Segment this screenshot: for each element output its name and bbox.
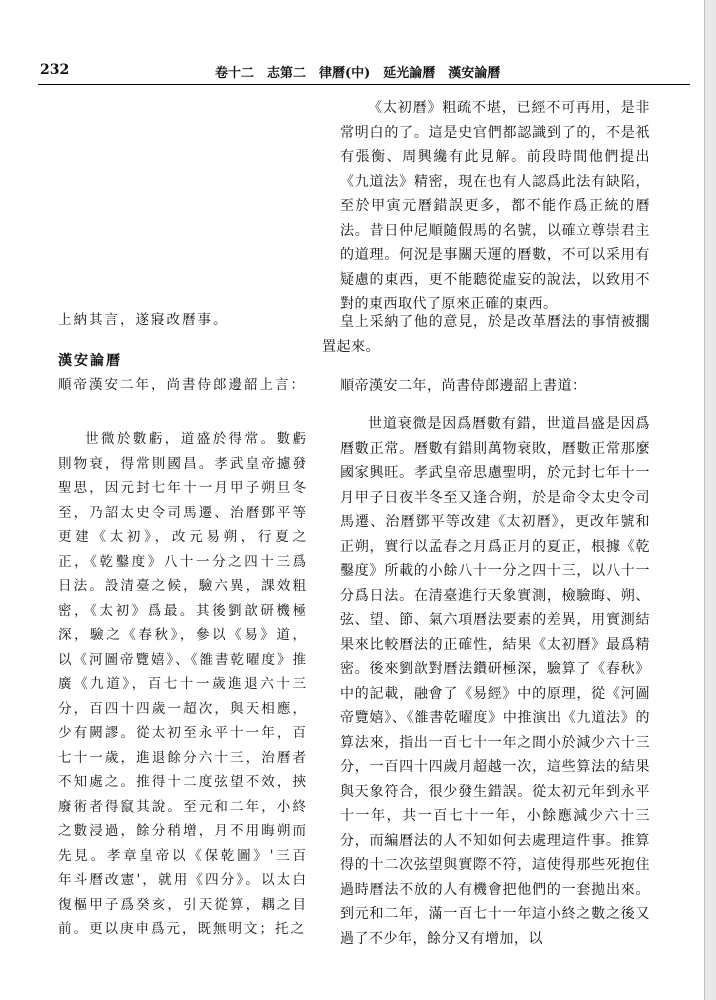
section-title: 漢安論曆 [58, 353, 122, 369]
left-paragraph-1: 上納其言，遂寢改曆事。 [58, 312, 229, 328]
left-paragraph-2: 順帝漢安二年，尚書侍郎邊韶上言： [58, 377, 306, 393]
header-rule [38, 84, 690, 85]
running-head: 卷十二 志第二 律曆(中) 延光論曆 漢安論曆 [215, 66, 501, 81]
scan-edge [704, 0, 716, 1000]
page-header [0, 0, 716, 81]
right-paragraph-2: 皇上采納了他的意見，於是改革曆法的事情被擱置起來。 [322, 314, 650, 355]
right-paragraph-3: 順帝漢安二年，尚書侍郎邊韶上書道： [340, 378, 587, 394]
right-paragraph-4: 世道衰微是因爲曆數有錯，世道昌盛是因爲曆數正常。曆數有錯則萬物衰敗，曆數正常那麼國家興旺。孝武皇帝思慮聖明，於元封七年十一月甲子日夜半冬至又逢合朔，於是命令太史令司馬遷、治曆鄧平等改建《太初曆》，更改年號和正朔，實行以孟春之月爲正月的夏正，根據《乾鑿度》所載的小餘八十一分之四十三，以八十一分爲日法。在清臺進行天象實測，檢驗晦、朔、弦、望、節、氣六項曆法要素的差異，用實測結果來比較曆法的正確性，結果《太初曆》最爲精密。後來劉歆對曆法鑽研極深，驗算了《春秋》中的記載，融會了《易經》中的原理，從《河圖帝覽嬉》、《雒書乾曜度》中推演出《九道法》的算法來，指出一百七十一年之間小於減少六十三分，一百四十四歲月超越一次，這些算法的結果與天象符合，很少發生錯誤。從太初元年到永平十一年，共一百七十一年，小餘應減少六十三分，而編曆法的人不知如何去處理這件事。推算得的十二次弦望與實際不符，這使得那些死抱住過時曆法不放的人有機會把他們的一套拋出來。到元和二年，滿一百七十一年這小終之數之後又過了不少年，餘分又有增加，以 [340, 416, 650, 947]
right-paragraph-1: 《太初曆》粗疏不堪，已經不可再用，是非常明白的了。這是史官們都認識到了的，不是衹有張衡、周興纔有此見解。前段時間他們提出《九道法》精密，現在也有人認爲此法有缺陷，至於甲寅元曆錯誤更多，都不能作爲正統的曆法。昔日仲尼順隨假馬的名號，以確立尊崇君主的道理。何況是事關天運的曆數，不可以采用有疑慮的東西，更不能聽從虛妄的說法，以致用不對的東西取代了原來正確的東西。 [340, 100, 650, 312]
left-paragraph-3: 世微於數虧，道盛於得常。數虧則物衰，得常則國昌。孝武皇帝攄發聖思，因元封七年十一月甲子朔旦冬至，乃詔太史令司馬遷、治曆鄧平等更建《太初》，改元易朔，行夏之正，《乾鑿度》八十一分之四十三爲日法。設清臺之候，驗六異，課效粗密，《太初》爲最。其後劉歆研機極深，驗之《春秋》，參以《易》道，以《河圖帝覽嬉》、《雒書乾曜度》推廣《九道》，百七十一歲進退六十三分，百四十四歲一超次，與天相應，少有闕謬。從太初至永平十一年，百七十一歲，進退餘分六十三，治曆者不知處之。推得十二度弦望不效，挾廢術者得竄其說。至元和二年，小終之數浸過，餘分稍增，月不用晦朔而先見。孝章皇帝以《保乾圖》'三百年斗曆改憲'，就用《四分》。以太白復樞甲子爲癸亥，引天從算，耦之目前。更以庚申爲元，既無明文；托之 [58, 431, 308, 937]
page-number: 232 [40, 62, 70, 78]
